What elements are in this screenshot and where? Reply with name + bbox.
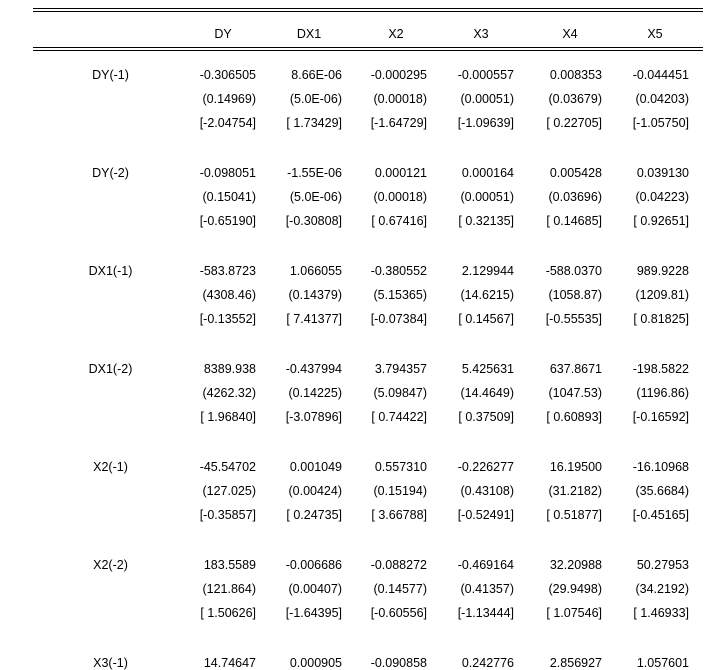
t-stat-cell: [ 1.07546] bbox=[546, 606, 602, 620]
std-error-cell: (5.15365) bbox=[373, 288, 427, 302]
std-error-cell: (1196.86) bbox=[636, 386, 689, 400]
column-header: X4 bbox=[562, 27, 578, 41]
t-stat-cell: [-0.16592] bbox=[632, 410, 689, 424]
coefficient-cell: -0.098051 bbox=[199, 166, 256, 180]
coefficient-cell: 2.856927 bbox=[549, 656, 602, 670]
row-label: DX1(-2) bbox=[88, 362, 133, 376]
coefficient-cell: 0.008353 bbox=[549, 68, 602, 82]
std-error-cell: (5.0E-06) bbox=[289, 92, 342, 106]
row-label: DY(-1) bbox=[92, 68, 129, 82]
header-rule bbox=[33, 47, 703, 48]
std-error-cell: (0.00051) bbox=[460, 190, 514, 204]
std-error-cell: (0.00018) bbox=[373, 190, 427, 204]
t-stat-cell: [ 0.67416] bbox=[371, 214, 427, 228]
t-stat-cell: [-1.64729] bbox=[370, 116, 427, 130]
coefficient-cell: -16.10968 bbox=[632, 460, 689, 474]
top-rule bbox=[33, 8, 703, 9]
t-stat-cell: [ 0.24735] bbox=[286, 508, 342, 522]
std-error-cell: (0.14379) bbox=[288, 288, 342, 302]
coefficient-cell: 50.27953 bbox=[636, 558, 689, 572]
std-error-cell: (4308.46) bbox=[202, 288, 256, 302]
std-error-cell: (34.2192) bbox=[635, 582, 689, 596]
coefficient-cell: 8389.938 bbox=[203, 362, 256, 376]
top-rule-double bbox=[33, 11, 703, 12]
coefficient-cell: -588.0370 bbox=[545, 264, 602, 278]
coefficient-cell: 32.20988 bbox=[549, 558, 602, 572]
coefficient-cell: -0.306505 bbox=[199, 68, 256, 82]
std-error-cell: (0.14577) bbox=[373, 582, 427, 596]
t-stat-cell: [ 0.92651] bbox=[633, 214, 689, 228]
t-stat-cell: [-3.07896] bbox=[285, 410, 342, 424]
coefficient-cell: 3.794357 bbox=[374, 362, 427, 376]
t-stat-cell: [-1.05750] bbox=[632, 116, 689, 130]
std-error-cell: (5.09847) bbox=[373, 386, 427, 400]
t-stat-cell: [ 0.37509] bbox=[458, 410, 514, 424]
coefficient-cell: 0.039130 bbox=[636, 166, 689, 180]
coefficient-cell: 0.005428 bbox=[549, 166, 602, 180]
std-error-cell: (0.03679) bbox=[548, 92, 602, 106]
std-error-cell: (0.04223) bbox=[635, 190, 689, 204]
column-header: DX1 bbox=[296, 27, 322, 41]
std-error-cell: (4262.32) bbox=[202, 386, 256, 400]
coefficient-cell: -0.088272 bbox=[370, 558, 427, 572]
t-stat-cell: [-1.13444] bbox=[457, 606, 514, 620]
t-stat-cell: [-0.45165] bbox=[632, 508, 689, 522]
t-stat-cell: [ 0.74422] bbox=[371, 410, 427, 424]
std-error-cell: (0.00424) bbox=[288, 484, 342, 498]
std-error-cell: (0.43108) bbox=[460, 484, 514, 498]
coefficient-cell: 0.001049 bbox=[289, 460, 342, 474]
t-stat-cell: [ 1.46933] bbox=[633, 606, 689, 620]
std-error-cell: (31.2182) bbox=[548, 484, 602, 498]
std-error-cell: (0.00051) bbox=[460, 92, 514, 106]
std-error-cell: (14.4649) bbox=[460, 386, 514, 400]
coefficient-cell: 8.66E-06 bbox=[291, 68, 342, 82]
t-stat-cell: [ 1.50626] bbox=[200, 606, 256, 620]
std-error-cell: (0.15041) bbox=[202, 190, 256, 204]
coefficient-cell: -0.044451 bbox=[632, 68, 689, 82]
coefficient-cell: -0.090858 bbox=[370, 656, 427, 670]
std-error-cell: (5.0E-06) bbox=[289, 190, 342, 204]
std-error-cell: (0.14969) bbox=[202, 92, 256, 106]
t-stat-cell: [-2.04754] bbox=[199, 116, 256, 130]
t-stat-cell: [ 0.22705] bbox=[546, 116, 602, 130]
header-rule-double bbox=[33, 50, 703, 51]
coefficient-cell: 0.000121 bbox=[374, 166, 427, 180]
t-stat-cell: [ 7.41377] bbox=[286, 312, 342, 326]
t-stat-cell: [ 0.81825] bbox=[633, 312, 689, 326]
coefficient-cell: -0.380552 bbox=[370, 264, 427, 278]
t-stat-cell: [ 0.14685] bbox=[546, 214, 602, 228]
std-error-cell: (0.00018) bbox=[373, 92, 427, 106]
t-stat-cell: [-0.52491] bbox=[457, 508, 514, 522]
t-stat-cell: [ 0.14567] bbox=[458, 312, 514, 326]
coefficient-cell: -0.469164 bbox=[457, 558, 514, 572]
std-error-cell: (1209.81) bbox=[635, 288, 689, 302]
row-label: DY(-2) bbox=[92, 166, 129, 180]
t-stat-cell: [-0.07384] bbox=[370, 312, 427, 326]
column-header: X3 bbox=[473, 27, 489, 41]
std-error-cell: (0.03696) bbox=[548, 190, 602, 204]
coefficient-cell: -583.8723 bbox=[199, 264, 256, 278]
coefficient-cell: -45.54702 bbox=[199, 460, 256, 474]
t-stat-cell: [ 0.60893] bbox=[546, 410, 602, 424]
coefficient-cell: 183.5589 bbox=[203, 558, 256, 572]
column-header: DY bbox=[214, 27, 232, 41]
t-stat-cell: [-0.60556] bbox=[370, 606, 427, 620]
coefficient-cell: 1.057601 bbox=[636, 656, 689, 670]
std-error-cell: (0.04203) bbox=[635, 92, 689, 106]
std-error-cell: (14.6215) bbox=[460, 288, 514, 302]
coefficient-cell: -0.000557 bbox=[457, 68, 514, 82]
coefficient-cell: -0.226277 bbox=[457, 460, 514, 474]
coefficient-cell: 0.557310 bbox=[374, 460, 427, 474]
coefficient-cell: -0.006686 bbox=[285, 558, 342, 572]
t-stat-cell: [ 1.96840] bbox=[200, 410, 256, 424]
t-stat-cell: [ 3.66788] bbox=[371, 508, 427, 522]
coefficient-cell: 0.000905 bbox=[289, 656, 342, 670]
coefficient-cell: -0.000295 bbox=[370, 68, 427, 82]
std-error-cell: (127.025) bbox=[202, 484, 256, 498]
coefficient-cell: 5.425631 bbox=[461, 362, 514, 376]
coefficient-cell: 989.9228 bbox=[636, 264, 689, 278]
coefficient-cell: 637.8671 bbox=[549, 362, 602, 376]
t-stat-cell: [-1.64395] bbox=[285, 606, 342, 620]
std-error-cell: (1047.53) bbox=[548, 386, 602, 400]
column-header: X2 bbox=[388, 27, 404, 41]
std-error-cell: (1058.87) bbox=[548, 288, 602, 302]
t-stat-cell: [-0.55535] bbox=[545, 312, 602, 326]
std-error-cell: (0.15194) bbox=[373, 484, 427, 498]
t-stat-cell: [ 0.51877] bbox=[546, 508, 602, 522]
coefficient-cell: 14.74647 bbox=[203, 656, 256, 670]
row-label: DX1(-1) bbox=[88, 264, 133, 278]
coefficient-cell: 1.066055 bbox=[289, 264, 342, 278]
coefficient-cell: 0.242776 bbox=[461, 656, 514, 670]
coefficient-cell: -1.55E-06 bbox=[287, 166, 342, 180]
t-stat-cell: [-0.13552] bbox=[199, 312, 256, 326]
t-stat-cell: [-1.09639] bbox=[457, 116, 514, 130]
std-error-cell: (121.864) bbox=[202, 582, 256, 596]
coefficient-cell: -198.5822 bbox=[632, 362, 689, 376]
column-header: X5 bbox=[647, 27, 663, 41]
t-stat-cell: [-0.35857] bbox=[199, 508, 256, 522]
row-label: X2(-1) bbox=[93, 460, 128, 474]
t-stat-cell: [-0.65190] bbox=[199, 214, 256, 228]
std-error-cell: (0.41357) bbox=[460, 582, 514, 596]
std-error-cell: (35.6684) bbox=[635, 484, 689, 498]
coefficient-cell: 0.000164 bbox=[461, 166, 514, 180]
row-label: X3(-1) bbox=[93, 656, 128, 670]
coefficient-cell: -0.437994 bbox=[285, 362, 342, 376]
std-error-cell: (0.14225) bbox=[288, 386, 342, 400]
std-error-cell: (29.9498) bbox=[548, 582, 602, 596]
coefficient-cell: 16.19500 bbox=[549, 460, 602, 474]
coefficient-cell: 2.129944 bbox=[461, 264, 514, 278]
t-stat-cell: [ 1.73429] bbox=[286, 116, 342, 130]
std-error-cell: (0.00407) bbox=[288, 582, 342, 596]
t-stat-cell: [ 0.32135] bbox=[458, 214, 514, 228]
t-stat-cell: [-0.30808] bbox=[285, 214, 342, 228]
row-label: X2(-2) bbox=[93, 558, 128, 572]
